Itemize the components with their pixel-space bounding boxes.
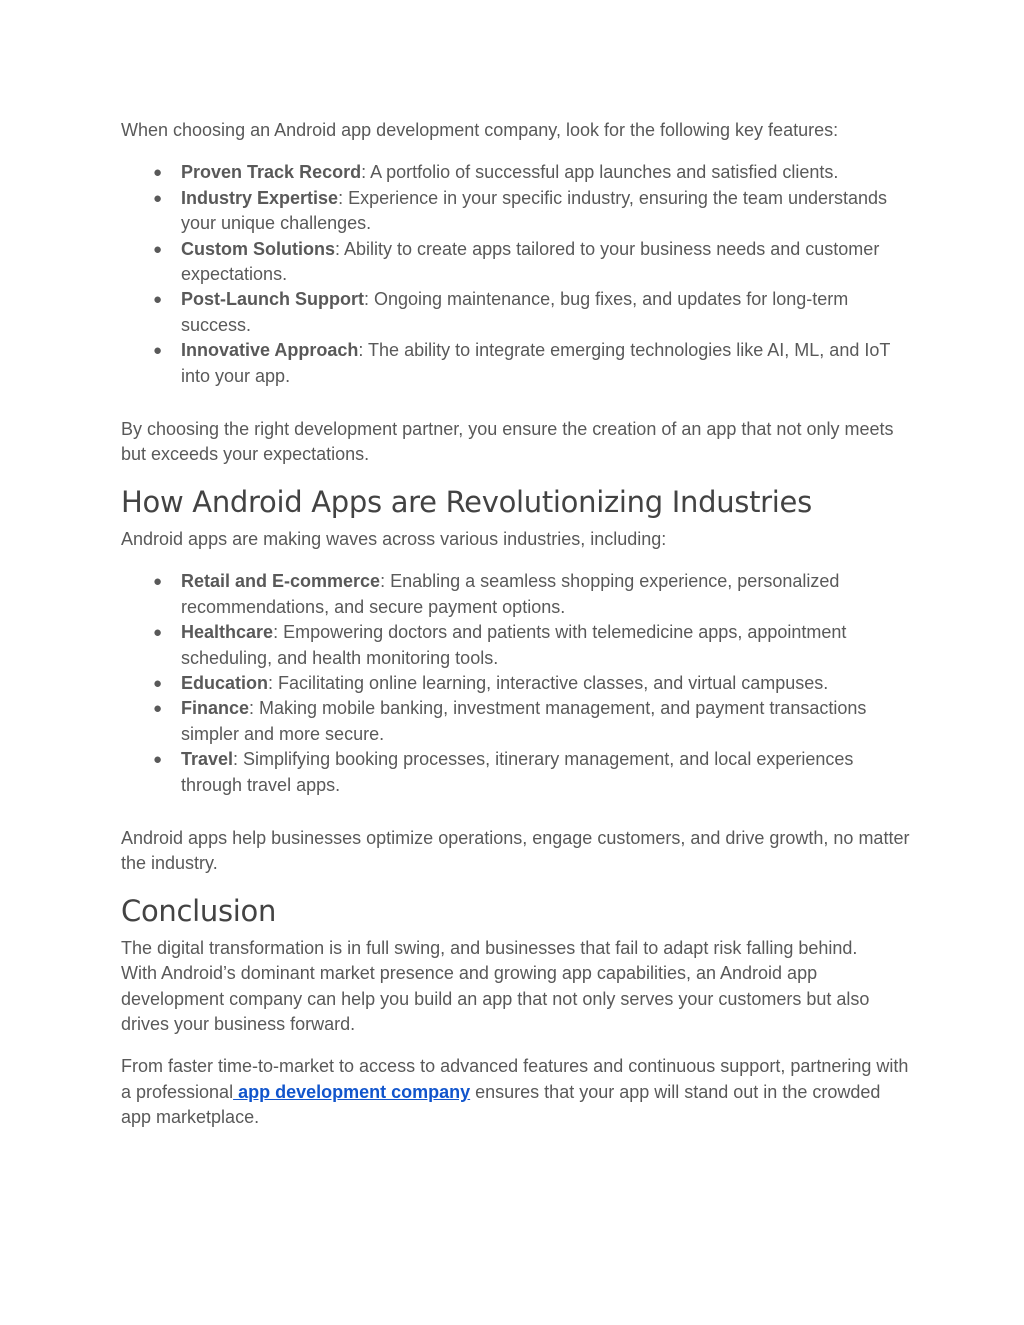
list-item-desc: : The ability to integrate emerging technologies like AI, ML, and IoT into your app. xyxy=(181,340,891,386)
industries-summary: Android apps help businesses optimize operations, engage customers, and drive growth, no matter the industry. xyxy=(121,827,910,874)
features-summary: By choosing the right development partner, you ensure the creation of an app that not only meets but exceeds your expectations. xyxy=(121,419,894,465)
final-text-after: ensures that your app will stand out in the crowded app marketplace. xyxy=(121,1081,881,1128)
list-item xyxy=(153,696,911,747)
section-heading-industries: How Android Apps are Revolutionizing Industries xyxy=(121,484,812,519)
list-item-term: Travel xyxy=(181,749,234,770)
list-item xyxy=(153,671,911,696)
bullet-icon: ● xyxy=(153,624,163,642)
list-item-desc: : Ongoing maintenance, bug fixes, and updates for long-term success. xyxy=(181,289,849,335)
bullet-icon: ● xyxy=(153,240,163,258)
list-item xyxy=(153,237,911,288)
list-item xyxy=(153,747,911,798)
list-item-term: Proven Track Record xyxy=(181,162,362,183)
list-item xyxy=(153,186,911,237)
list-item-desc: : Making mobile banking, investment management, and payment transactions simpler and more secure. xyxy=(181,698,867,744)
conclusion-paragraph-1: The digital transformation is in full swing, and businesses that fail to adapt risk falling behind. xyxy=(121,937,858,958)
bullet-icon: ● xyxy=(153,674,163,692)
list-item-term: Finance xyxy=(181,698,250,719)
bullet-icon: ● xyxy=(153,751,163,769)
list-item-term: Custom Solutions xyxy=(181,238,335,259)
list-item xyxy=(153,287,911,338)
list-item-term: Innovative Approach xyxy=(181,340,359,361)
app-development-company-link[interactable]: app development company xyxy=(233,1081,471,1102)
list-item-term: Healthcare xyxy=(181,622,274,643)
bullet-icon: ● xyxy=(153,573,163,591)
conclusion-paragraph-2: With Android’s dominant market presence and growing app capabilities, an Android app development company can help you build an app that not only serves your customers but also drives your business forward. xyxy=(121,963,870,1034)
list-item xyxy=(153,620,911,671)
bullet-icon: ● xyxy=(153,164,163,182)
list-item-term: Education xyxy=(181,672,269,693)
list-item-term: Industry Expertise xyxy=(181,187,339,208)
document-page xyxy=(121,118,911,1131)
list-item xyxy=(153,569,911,620)
industries-intro: Android apps are making waves across various industries, including: xyxy=(121,528,667,549)
list-item-desc: : Simplifying booking processes, itinerary management, and local experiences through travel apps. xyxy=(181,749,854,795)
list-item-term: Post-Launch Support xyxy=(181,289,364,310)
section-heading-conclusion: Conclusion xyxy=(121,893,277,928)
list-item-desc: : Enabling a seamless shopping experience, personalized recommendations, and secure payment options. xyxy=(181,571,840,617)
industries-list xyxy=(121,569,911,798)
list-item xyxy=(153,160,911,185)
conclusion-final-paragraph xyxy=(121,1054,911,1130)
bullet-icon: ● xyxy=(153,189,163,207)
list-item xyxy=(153,338,911,389)
list-item-desc: : Empowering doctors and patients with telemedicine apps, appointment scheduling, and health monitoring tools. xyxy=(181,622,847,668)
list-item-desc: : A portfolio of successful app launches and satisfied clients. xyxy=(361,162,839,183)
bullet-icon: ● xyxy=(153,342,163,360)
list-item-term: Retail and E-commerce xyxy=(181,571,381,592)
list-item-desc: : Experience in your specific industry, ensuring the team understands your unique challenges. xyxy=(181,187,888,234)
features-intro: When choosing an Android app development company, look for the following key features: xyxy=(121,120,839,140)
features-list xyxy=(121,160,911,389)
final-text-before: From faster time-to-market to access to advanced features and continuous support, partnering with a professional xyxy=(121,1056,909,1102)
bullet-icon: ● xyxy=(153,700,163,718)
list-item-desc: : Ability to create apps tailored to your business needs and customer expectations. xyxy=(181,238,880,285)
bullet-icon: ● xyxy=(153,291,163,309)
list-item-desc: : Facilitating online learning, interactive classes, and virtual campuses. xyxy=(268,672,829,693)
